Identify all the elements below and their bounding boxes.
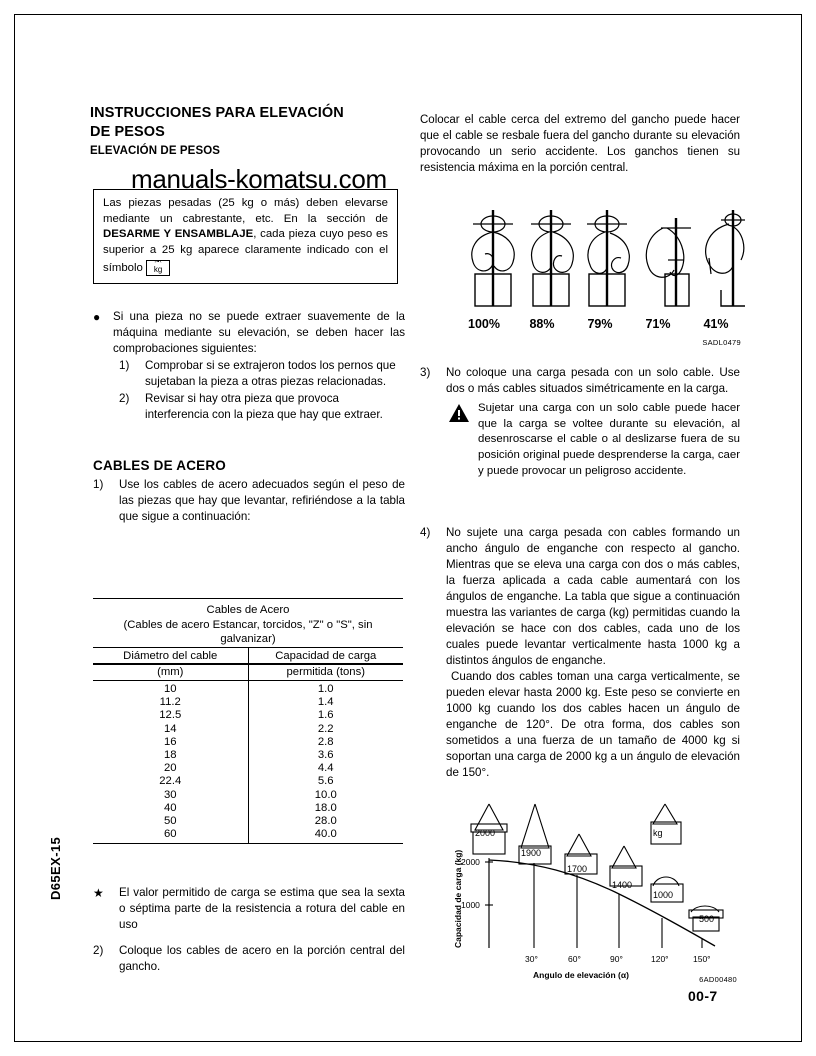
list-item [420,365,740,397]
list-item-marker: 2) [119,391,130,405]
chart-xlabel: Angulo de elevación (α) [533,970,629,980]
page-subtitle: ELEVACIÓN DE PESOS [90,145,221,158]
cell-diameter: 16 [163,735,177,748]
cell-capacity: 28.0 [248,814,403,827]
wire-rope-table [93,647,403,843]
cell-diameter: 11.2 [159,696,181,709]
chart-kg-label: kg [653,828,663,838]
left-column [90,104,408,157]
table-row [93,775,403,788]
table-row [93,722,403,735]
warning-text: Sujetar una carga con un solo cable puede hacer que la carga se voltee durante su elevación, al desenroscarse el cable o al deslizarse fuera de su posición original puede desprenderse la carga, caer y puede provocar un peligroso accidente. [478,401,740,477]
chart-ytick-label: 2000 [461,857,480,867]
figure-reference-code: SADL0479 [702,338,741,347]
cell-diameter: 60 [163,828,177,841]
table-header-units-row [93,664,403,681]
list-item-text: Coloque los cables de acero en la porción central del gancho. [119,943,405,973]
cell-capacity: 1.6 [248,709,403,722]
list-item-text: Comprobar si se extrajeron todos los pernos que sujetaban la pieza a otras piezas relacionadas. [145,358,396,388]
star-marker-icon: ★ [93,886,104,900]
cell-capacity: 40.0 [248,828,403,844]
chart-load-label: 2000 [475,828,496,838]
table-row [93,709,403,722]
cell-capacity: 2.8 [248,735,403,748]
table-row [93,762,403,775]
warning-triangle-icon [448,401,478,480]
watermark: manuals-komatsu.com [131,164,387,194]
notice-text [103,196,388,276]
spine-model-code: D65EX-15 [48,836,63,900]
right-column [420,112,740,176]
notice-part2: , cada pieza cuyo peso es superior a 25 kg aparece claramente indicado con el símbolo [103,228,389,274]
page-title [90,104,408,142]
load-angle-chart [447,800,737,982]
list-item-marker: 1) [93,478,104,491]
chart-xtick-label: 150° [693,954,711,964]
wire-rope-section [93,458,405,525]
bullet-text: Si una pieza no se puede extraer suavemente de la máquina mediante su elevación, se deben hacer las comprobaciones siguientes: [113,310,405,355]
section-heading-cables-de-acero: CABLES DE ACERO [93,458,227,473]
spacer [93,933,405,942]
notice-bold: DESARME Y ENSAMBLAJE [103,228,254,241]
table-row [93,696,403,709]
list-item-marker: 3) [420,366,431,379]
table-row [93,735,403,748]
chart-reference-code: 6AD00480 [699,975,737,984]
list-item-text: No coloque una carga pesada con un solo cable. Use dos o más cables situados simétricamente en la carga. [446,366,740,395]
cell-capacity: 5.6 [248,775,403,788]
warning-block [420,401,740,480]
cell-diameter: 50 [163,814,177,827]
footnote-item [93,885,405,933]
load-angle-chart-svg [447,800,737,982]
list-item [420,525,740,669]
list-item-text: Revisar si hay otra pieza que provoca interferencia con la pieza que hay que extraer. [145,391,383,421]
table-caption-line1: Cables de Acero [206,604,290,616]
item4-paragraph2: Cuando dos cables toman una carga verticalmente, se pueden elevar hasta 2000 kg. Este peso se convierte en 1000 kg cuando los dos cables hacen un ángulo de enganche de 120°. De otra forma, dos cables son sometidos a una fuerza de un tamaño de 4000 kg si soportan una carga de 2000 kg a un ángulo de elevación de 150°. [446,669,740,779]
hook-diagram-icon [455,204,745,322]
list-item [93,391,405,423]
list-item [93,943,405,975]
table-row [93,828,403,844]
column-header-diameter: Diámetro del cable [93,648,248,664]
chart-xtick-label: 60° [568,954,581,964]
cell-diameter: 20 [163,762,177,775]
chart-xtick-label: 30° [525,954,538,964]
table-header-row [93,648,403,664]
bullet-item [93,309,405,357]
table-body [93,681,403,844]
chart-load-label: 1700 [567,864,588,874]
footnote-text: El valor permitido de carga se estima que sea la sexta o séptima parte de la resistencia a rotura del cable en uso [119,886,405,931]
checks-block [93,300,405,423]
column-header-capacity-units: permitida (tons) [248,664,403,681]
item4-block [420,524,740,781]
notice-part1: Las piezas pesadas (25 kg o más) deben elevarse mediante un cabrestante, etc. En la sección de [103,197,388,225]
table-caption-line3: galvanizar) [220,633,276,646]
table-bottom-rule [93,843,403,844]
hook-position-figure [455,204,745,354]
column-header-diameter-units: (mm) [93,664,248,681]
cell-capacity: 2.2 [248,722,403,735]
table-row [93,788,403,801]
cell-capacity: 10.0 [248,788,403,801]
chart-load-label: 1900 [521,848,542,858]
chart-load-label: 1400 [612,880,633,890]
table-caption [93,599,403,647]
hook-percentage-label: 79% [587,317,613,331]
footnote-block [93,885,405,975]
cell-diameter: 14 [163,722,177,735]
chart-xtick-label: 120° [651,954,669,964]
kg-symbol-label: kg [153,264,163,274]
cell-capacity: 1.4 [248,696,403,709]
chart-load-label: 1000 [653,890,674,900]
table-row [93,814,403,827]
list-item-text: Use los cables de acero adecuados según el peso de las piezas que hay que levantar, refiriéndose a la tabla que sigue a continuación: [119,478,405,523]
table-row [93,681,403,696]
hook-intro-text: Colocar el cable cerca del extremo del gancho puede hacer que el cable se resbale fuera del gancho durante su elevación provocando un serio accidente. Los ganchos tienen su resistencia máxima en la porción central. [420,114,740,175]
table-row [93,748,403,761]
warning-icon-svg [448,403,470,423]
list-item-text: No sujete una carga pesada con cables formando un ancho ángulo de enganche con respecto al gancho. Mientras que se eleva una carga con dos o más cables, la fuerza aplicada a cada cable aumentará con los ángulos de enganche. La tabla que sigue a continuación muestra las variantes de carga (kg) permitidas cuando la elevación se hace con dos cables, cada uno de los cuales puede levantar verticalmente hasta 1000 kg a distintos ángulos de enganche. [446,526,740,667]
list-item-marker: 2) [93,943,104,957]
cell-diameter: 12.5 [159,709,182,722]
table-row [93,801,403,814]
list-item [93,477,405,525]
chart-load-label: 500 [699,914,715,924]
list-item-marker: 4) [420,526,431,539]
page-number: 00-7 [688,988,718,1004]
hook-percentage-row [455,317,745,331]
hook-percentage-label: 88% [529,317,555,331]
wire-rope-table-block [93,598,403,844]
page-title-line2: DE PESOS [90,124,165,141]
notice-box [93,189,398,284]
chart-ytick-label: 1000 [461,900,480,910]
chart-xtick-label: 90° [610,954,623,964]
cell-diameter: 10 [93,681,248,696]
cell-diameter: 40 [163,801,177,814]
cell-diameter: 18 [163,749,177,762]
chart-ylabel: Capacidad de carga (kg) [453,849,463,948]
cell-capacity: 1.0 [248,681,403,696]
bullet-marker: ● [93,310,101,324]
cell-capacity: 18.0 [248,801,403,814]
column-header-capacity: Capacidad de carga [248,648,403,664]
cell-capacity: 3.6 [248,748,403,761]
list-item [93,358,405,390]
page-title-line1: INSTRUCCIONES PARA ELEVACIÓN [90,105,344,121]
kg-weight-symbol-icon [146,260,170,276]
cell-capacity: 4.4 [248,762,403,775]
table-header [93,648,403,681]
hook-percentage-label: 41% [703,317,729,331]
hook-percentage-label: 100% [468,317,500,331]
cell-diameter: 30 [163,788,177,801]
cell-diameter: 22.4 [159,775,182,788]
hook-percentage-label: 71% [645,317,671,331]
item3-block [420,364,740,480]
table-caption-line2: (Cables de acero Estancar, torcidos, "Z" o "S", sin [123,618,373,631]
list-item-marker: 1) [119,358,130,372]
